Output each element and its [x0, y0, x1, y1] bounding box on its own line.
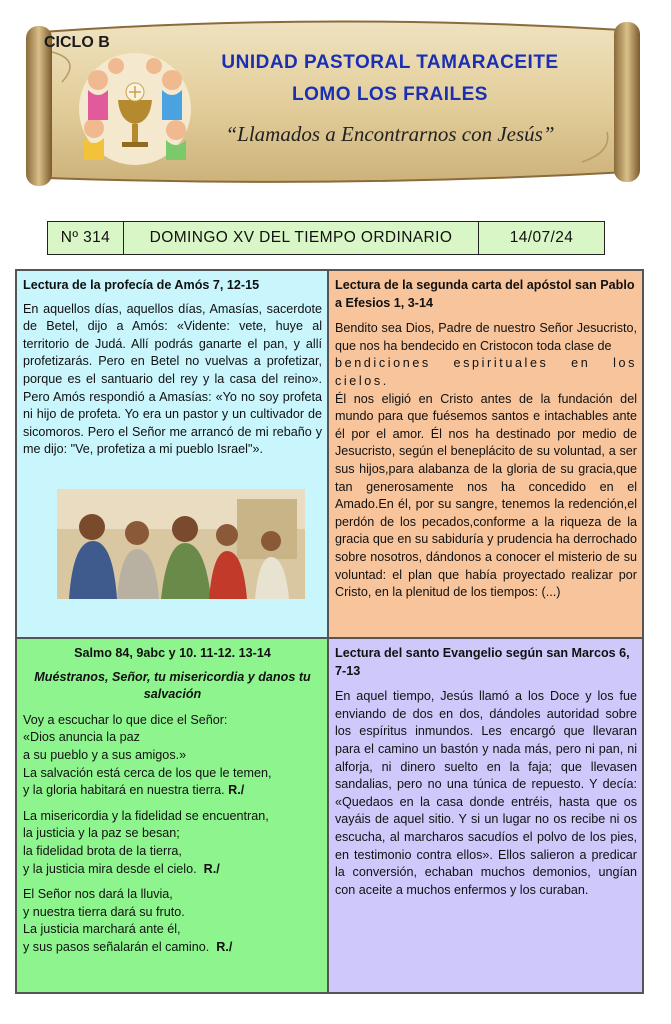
psalm-response: Muéstranos, Señor, tu misericordia y danos tu salvación	[34, 669, 311, 702]
psalm-stanza-1	[23, 712, 322, 800]
psalm-line: El Señor nos dará la lluvia,	[23, 887, 173, 902]
motto: “Llamados a Encontrarnos con Jesús”	[225, 122, 555, 146]
eucharist-illustration	[76, 50, 194, 168]
first-reading-heading: Lectura de la profecía de Amós 7, 12-15	[23, 278, 260, 292]
response-marker: R./	[203, 861, 220, 876]
psalm-line-last	[23, 782, 322, 800]
psalm-line: la fidelidad brota de la tierra,	[23, 843, 182, 858]
issue-title: DOMINGO XV DEL TIEMPO ORDINARIO	[124, 222, 479, 254]
first-reading-panel	[16, 270, 328, 638]
psalm-line-text: y sus pasos señalarán el camino.	[23, 939, 210, 954]
response-marker: R./	[216, 939, 233, 954]
issue-number: Nº 314	[48, 222, 124, 254]
prophet-painting	[57, 489, 305, 599]
psalm-line: la justicia y la paz se besan;	[23, 826, 180, 841]
readings-grid	[15, 269, 644, 994]
issue-date: 14/07/24	[509, 229, 574, 246]
psalm-line: La justicia marchará ante él,	[23, 922, 181, 937]
gospel-panel	[328, 638, 643, 993]
psalm-line: a su pueblo y a sus amigos.»	[23, 747, 187, 762]
psalm-line: La misericordia y la fidelidad se encuentran,	[23, 808, 269, 823]
psalm-line: Voy a escuchar lo que dice el Señor:	[23, 712, 228, 727]
psalm-line: La salvación está cerca de los que le temen,	[23, 765, 272, 780]
cycle-label: CICLO B	[44, 34, 110, 51]
org-title-line1: UNIDAD PASTORAL TAMARACEITE	[221, 52, 559, 73]
psalm-stanza-3	[23, 886, 322, 956]
psalm-heading: Salmo 84, 9abc y 10. 11-12. 13-14	[74, 646, 271, 660]
psalm-line-text: y la gloria habitará en nuestra tierra.	[23, 783, 225, 798]
psalm-line-last	[23, 861, 322, 879]
second-reading-text-a: Bendito sea Dios, Padre de nuestro Señor Jesucristo, que nos ha bendecido en Cristocon toda clase de	[335, 321, 637, 353]
gospel-heading: Lectura del santo Evangelio según san Marcos 6, 7-13	[335, 646, 630, 678]
second-reading-panel	[328, 270, 643, 638]
psalm-line-last	[23, 939, 322, 957]
second-reading-heading: Lectura de la segunda carta del apóstol san Pablo a Efesios 1, 3-14	[335, 278, 635, 310]
org-title-line2: LOMO LOS FRAILES	[292, 84, 488, 105]
gospel-text: En aquel tiempo, Jesús llamó a los Doce y los fue enviando de dos en dos, dándoles autoridad sobre los espíritus inmundos. Les encargó que llevaran para el camino un bastón y nada más, pero ni pan, ni alforja, ni dinero suelto en la faja; que llevasen sandalias, pero no una túnica de repuesto. Y decía: «Quedaos en la casa donde entréis, hasta que os vayáis de aquel sitio. Y si un lugar no os recibe ni os escucha, al marcharos sacudíos el polvo de los pies, en testimonio contra ellos». Ellos salieron a predicar la conversión, echaban muchos demonios, ungían con aceite a muchos enfermos y los curaban.	[335, 689, 637, 897]
psalm-line-text: y la justicia mira desde el cielo.	[23, 861, 197, 876]
first-reading-text: En aquellos días, aquellos días, Amasías, sacerdote de Betel, dijo a Amós: «Vidente: vete, huye al territorio de Judá. Allí podrás ganarte el pan, y allí profetizarás. Pero en Betel no vuelvas a profetizar, porque es el santuario del rey y la casa del reino». Pero Amós respondió a Amasías: «Yo no soy profeta ni hijo de profeta. Yo era un pastor y un cultivador de sicomoros. Pero el Señor me arrancó de mi rebaño y me dijo: "Ve, profetiza a mi pueblo Israel"».	[23, 301, 322, 457]
response-marker: R./	[228, 783, 245, 798]
psalm-stanza-2	[23, 808, 322, 878]
second-reading-text-b: bendiciones espirituales en los cielos.	[335, 356, 637, 388]
psalm-panel	[16, 638, 328, 993]
psalm-line: «Dios anuncia la paz	[23, 730, 140, 745]
psalm-line: y nuestra tierra dará su fruto.	[23, 904, 185, 919]
issue-info-bar	[47, 221, 605, 255]
second-reading-text-c: Él nos eligió en Cristo antes de la fundación del mundo para que fuésemos santos e intachables ante él por el amor. Él nos ha destinado por medio de Jesucristo, según el beneplácito de su voluntad, a ser sus hijos,para alabanza de la gloria de su gracia,que tan generosamente nos ha concedido en el Amado.En él, por su sangre, tenemos la redención,el perdón de los pecados,conforme a la riqueza de la gracia que en su sabiduría y prudencia ha derrochado sobre nosotros, dándonos a conocer el misterio de su voluntad: el plan que había proyectado realizar por Cristo, en la plenitud de los tiempos: (...)	[335, 391, 637, 600]
